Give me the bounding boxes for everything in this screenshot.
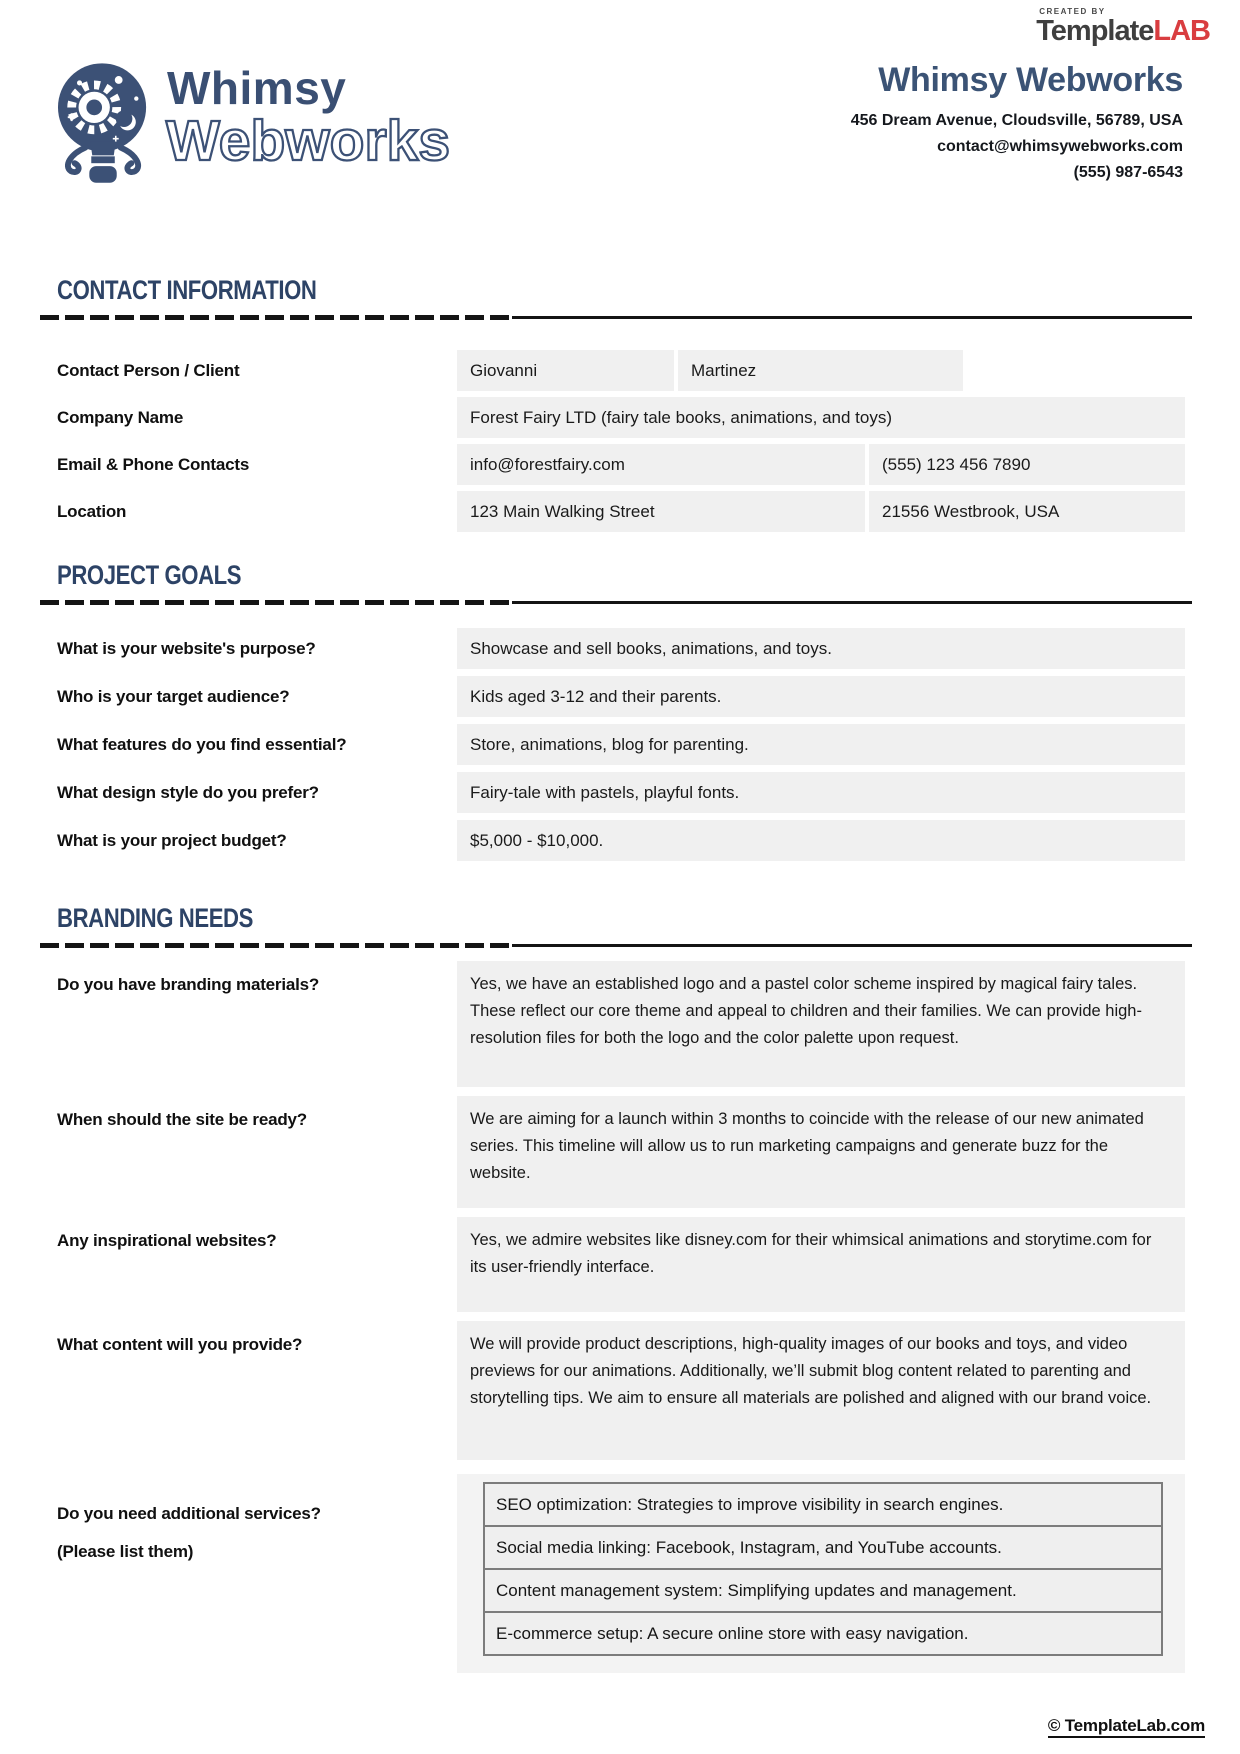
field-label-column xyxy=(57,961,457,1087)
field-value-paragraph[interactable]: Yes, we admire websites like disney.com for their whimsical animations and storytime.com for its user-friendly interface. xyxy=(457,1217,1185,1312)
services-list xyxy=(483,1482,1163,1656)
field-label-column xyxy=(57,397,457,438)
templatelab-wordmark-red: LAB xyxy=(1153,15,1210,47)
field-values xyxy=(457,820,1185,861)
field-label-column xyxy=(57,772,457,813)
svg-text:Webworks: Webworks xyxy=(166,109,451,174)
whimsy-logo xyxy=(57,58,504,189)
field-value[interactable]: Kids aged 3-12 and their parents. xyxy=(457,676,1185,717)
field-values xyxy=(457,628,1185,669)
field-value[interactable]: info@forestfairy.com xyxy=(457,444,865,485)
created-by-label: CREATED BY xyxy=(1039,7,1106,16)
section-project-goals xyxy=(57,561,1185,868)
field-label: What is your website's purpose? xyxy=(57,638,316,658)
form-row xyxy=(57,961,1185,1087)
service-list-item[interactable]: Content management system: Simplifying updates and management. xyxy=(483,1568,1163,1613)
field-values xyxy=(457,350,1185,391)
field-value[interactable]: Forest Fairy LTD (fairy tale books, animations, and toys) xyxy=(457,397,1185,438)
field-label-column xyxy=(57,1321,457,1460)
section-rule xyxy=(40,943,1192,948)
form-row xyxy=(57,820,1185,861)
field-label-column xyxy=(57,444,457,485)
field-value[interactable]: $5,000 - $10,000. xyxy=(457,820,1185,861)
services-sublabel: (Please list them) xyxy=(57,1542,194,1561)
field-label-column xyxy=(57,1096,457,1208)
form-row xyxy=(57,491,1185,532)
section-branding-needs xyxy=(57,904,1185,1673)
field-values xyxy=(457,724,1185,765)
form-row xyxy=(57,1217,1185,1312)
templatelab-logo[interactable] xyxy=(1036,8,1210,46)
templatelab-credit-link[interactable]: © TemplateLab.com xyxy=(1048,1716,1205,1738)
field-value[interactable]: 21556 Westbrook, USA xyxy=(869,491,1185,532)
form-row xyxy=(57,444,1185,485)
field-label: Do you have branding materials? xyxy=(57,975,320,994)
contact-rows xyxy=(57,350,1185,532)
lightbulb-logo-icon xyxy=(57,61,151,189)
field-value[interactable]: (555) 123 456 7890 xyxy=(869,444,1185,485)
field-label-column xyxy=(57,820,457,861)
field-value[interactable]: 123 Main Walking Street xyxy=(457,491,865,532)
service-list-item[interactable]: SEO optimization: Strategies to improve visibility in search engines. xyxy=(483,1482,1163,1527)
section-contact-information xyxy=(57,276,1185,538)
field-label: What design style do you prefer? xyxy=(57,782,319,802)
form-row xyxy=(57,676,1185,717)
field-value[interactable]: Store, animations, blog for parenting. xyxy=(457,724,1185,765)
logo-word-whimsy: Whimsy xyxy=(167,62,347,114)
service-list-item[interactable]: Social media linking: Facebook, Instagram, and YouTube accounts. xyxy=(483,1525,1163,1570)
branding-rows xyxy=(57,961,1185,1460)
services-panel xyxy=(457,1474,1185,1673)
field-values xyxy=(457,772,1185,813)
field-label: Any inspirational websites? xyxy=(57,1231,277,1250)
field-label: What features do you find essential? xyxy=(57,734,347,754)
templatelab-wordmark xyxy=(1036,17,1210,46)
services-label: Do you need additional services? xyxy=(57,1504,321,1523)
form-row xyxy=(57,1096,1185,1208)
field-label: What content will you provide? xyxy=(57,1335,303,1354)
field-label-column xyxy=(57,491,457,532)
section-title-branding: BRANDING NEEDS xyxy=(57,903,254,933)
company-address: 456 Dream Avenue, Cloudsville, 56789, USA xyxy=(850,112,1183,130)
form-row xyxy=(57,350,1185,391)
field-value[interactable]: Martinez xyxy=(678,350,963,391)
service-list-item[interactable]: E-commerce setup: A secure online store with easy navigation. xyxy=(483,1611,1163,1656)
field-label-column xyxy=(57,1217,457,1312)
field-value-paragraph[interactable]: We will provide product descriptions, high-quality images of our books and toys, and video previews for our animations. Additionally, we’ll submit blog content related to parenting and storytelling tips. We aim to ensure all materials are polished and aligned with our brand voice. xyxy=(457,1321,1185,1460)
masthead xyxy=(57,58,1183,189)
form-row xyxy=(57,724,1185,765)
field-values xyxy=(457,397,1185,438)
field-values xyxy=(457,444,1185,485)
field-values xyxy=(457,676,1185,717)
field-label-column xyxy=(57,350,457,391)
goals-rows xyxy=(57,628,1185,861)
services-label-column xyxy=(57,1474,457,1673)
field-value-paragraph[interactable]: We are aiming for a launch within 3 months to coincide with the release of our new animated series. This timeline will allow us to run marketing campaigns and generate buzz for the website. xyxy=(457,1096,1185,1208)
field-label: Email & Phone Contacts xyxy=(57,454,250,474)
additional-services-row xyxy=(57,1474,1185,1673)
company-email: contact@whimsywebworks.com xyxy=(937,138,1183,156)
field-label-column xyxy=(57,628,457,669)
field-label: When should the site be ready? xyxy=(57,1110,307,1129)
section-title-contact: CONTACT INFORMATION xyxy=(57,275,317,305)
field-label-column xyxy=(57,676,457,717)
field-label: Contact Person / Client xyxy=(57,360,240,380)
company-info xyxy=(851,58,1183,189)
form-row xyxy=(57,772,1185,813)
templatelab-wordmark-gray: Template xyxy=(1036,15,1154,47)
section-title-goals: PROJECT GOALS xyxy=(57,560,242,590)
field-value[interactable]: Fairy-tale with pastels, playful fonts. xyxy=(457,772,1185,813)
form-row xyxy=(57,1321,1185,1460)
logo-word-webworks xyxy=(164,108,504,174)
field-value[interactable]: Showcase and sell books, animations, and toys. xyxy=(457,628,1185,669)
section-rule xyxy=(40,315,1192,320)
field-label: Location xyxy=(57,501,127,521)
form-row xyxy=(57,397,1185,438)
field-value-paragraph[interactable]: Yes, we have an established logo and a pastel color scheme inspired by magical fairy tales. These reflect our core theme and appeal to children and their families. We can provide high-resolution files for both the logo and the color palette upon request. xyxy=(457,961,1185,1087)
field-label-column xyxy=(57,724,457,765)
logo-wordmark xyxy=(167,64,504,174)
field-values xyxy=(457,491,1185,532)
company-phone: (555) 987-6543 xyxy=(1073,164,1183,182)
section-rule xyxy=(40,600,1192,605)
company-name: Whimsy Webworks xyxy=(878,61,1183,99)
field-label: Who is your target audience? xyxy=(57,686,290,706)
field-label: Company Name xyxy=(57,407,184,427)
field-label: What is your project budget? xyxy=(57,830,287,850)
footer xyxy=(1048,1716,1205,1736)
form-row xyxy=(57,628,1185,669)
field-value[interactable]: Giovanni xyxy=(457,350,674,391)
